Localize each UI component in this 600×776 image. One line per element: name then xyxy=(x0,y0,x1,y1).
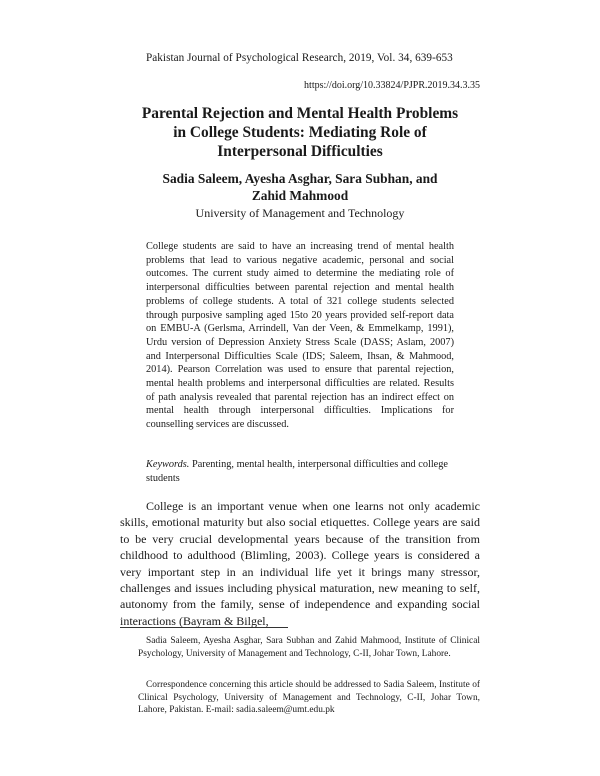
keywords-label: Keywords. xyxy=(146,459,190,470)
author-footnote: Sadia Saleem, Ayesha Asghar, Sara Subhan and Zahid Mahmood, Institute of Clinical Psychology, University of Management and Technology, C-II, Johar Town, Lahore. xyxy=(138,636,480,659)
footnote-divider xyxy=(120,627,288,628)
abstract: College students are said to have an increasing trend of mental health problems that lead to various negative academic, personal and social outcomes. The current study aimed to determine the mediating role of interpersonal difficulties between parental rejection and mental health problems of college students. A total of 321 college students selected through purposive sampling aged 15to 20 years provided self-report data on EMBU-A (Gerlsma, Arrindell, Van der Veen, & Emmelkamp, 1991), Urdu version of Depression Anxiety Stress Scale (DASS; Aslam, 2007) and Interpersonal Difficulties Scale (IDS; Saleem, Ihsan, & Mahmood, 2014). Pearson Correlation was used to ensure that parental rejection, mental health problems and interpersonal difficulties are related. Results of path analysis revealed that parental rejection has an indirect effect on mental health through interpersonal difficulties. Implications for counselling services are discussed. xyxy=(146,241,454,431)
doi-link[interactable]: https://doi.org/10.33824/PJPR.2019.34.3.35 xyxy=(304,80,480,91)
author-list xyxy=(120,170,480,204)
author-line: Sadia Saleem, Ayesha Asghar, Sara Subhan, and xyxy=(162,171,438,186)
title-line: Interpersonal Difficulties xyxy=(217,143,383,160)
journal-citation: Pakistan Journal of Psychological Research, 2019, Vol. 34, 639-653 xyxy=(146,52,453,64)
body-paragraph: College is an important venue when one learns not only academic skills, emotional maturity but also social etiquettes. College years are said to be very crucial developmental years because of the transition from childhood to adulthood (Blimling, 2003). College years is considered a very important step in an individual life yet it brings many stressor, challenges and issues including physical maturation, new meaning to self, autonomy from the family, sense of independence and expanding social interactions (Bayram & Bilgel, xyxy=(120,499,480,628)
title-line: in College Students: Mediating Role of xyxy=(173,124,427,141)
article-title xyxy=(120,104,480,161)
keywords-text: Parenting, mental health, interpersonal difficulties and college students xyxy=(146,459,448,484)
author-line: Zahid Mahmood xyxy=(251,188,349,203)
title-line: Parental Rejection and Mental Health Problems xyxy=(141,105,459,122)
correspondence-footnote: Correspondence concerning this article should be addressed to Sadia Saleem, Institute of Clinical Psychology, University of Management and Technology, C-II, Johar Town, Lahore, Pakistan. E-mail: sadia.saleem@umt.edu.pk xyxy=(138,680,480,716)
keywords xyxy=(146,458,454,485)
affiliation: University of Management and Technology xyxy=(195,206,405,220)
